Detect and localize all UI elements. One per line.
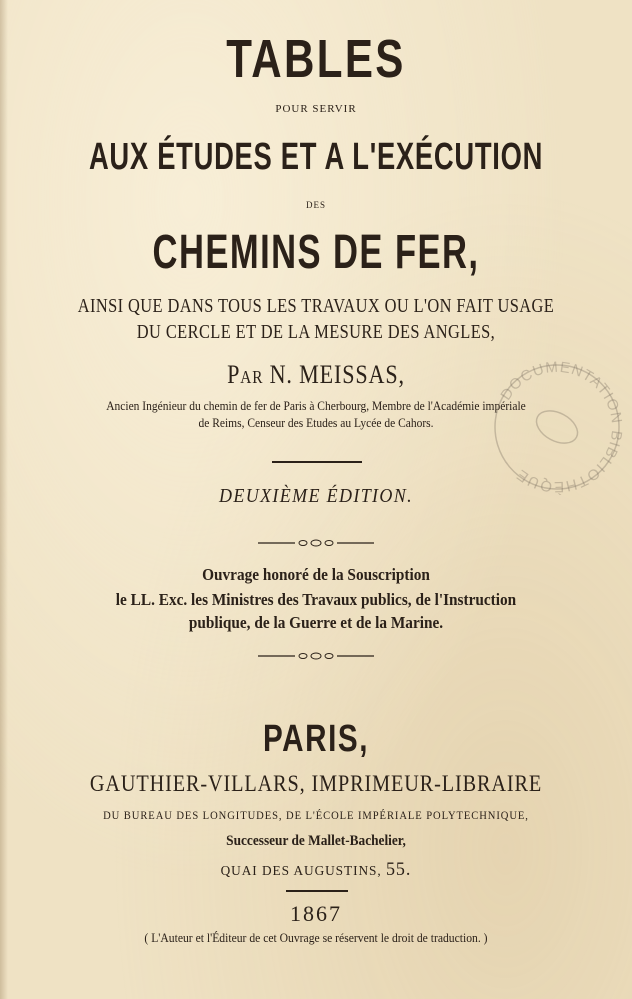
ornament-divider-1 xyxy=(0,538,632,548)
ornament-divider-2 xyxy=(0,651,632,661)
par-word: Par xyxy=(227,360,264,389)
souscription-line-1: Ouvrage honoré de la Souscription xyxy=(202,565,430,584)
publisher-successeur: Successeur de Mallet-Bachelier, xyxy=(226,833,406,849)
author-credentials-1: Ancien Ingénieur du chemin de fer de Paris à Cherbourg, Membre de l'Académie impériale xyxy=(106,399,526,413)
author-line xyxy=(47,360,584,390)
des-word: DES xyxy=(305,200,326,210)
address-street: QUAI DES AUGUSTINS, xyxy=(220,864,382,879)
publisher-city: PARIS, xyxy=(263,718,369,760)
ainsi-line: AINSI QUE DANS TOUS LES TRAVAUX OU L'ON FAIT USAGE xyxy=(77,295,555,317)
subtitle: AUX ÉTUDES ET A L'EXÉCUTION xyxy=(88,136,544,178)
publisher-address xyxy=(16,859,616,881)
publisher-name: GAUTHIER-VILLARS, IMPRIMEUR-LIBRAIRE xyxy=(89,771,543,796)
souscription-line-3: publique, de la Guerre et de la Marine. xyxy=(188,613,444,632)
main-subject: CHEMINS DE FER, xyxy=(152,226,480,279)
divider-rule-1 xyxy=(272,461,362,463)
pour-servir: POUR SERVIR xyxy=(275,103,357,115)
author-credentials-2: de Reims, Censeur des Etudes au Lycée de Cahors. xyxy=(198,416,434,430)
book-title: TABLES xyxy=(226,29,406,89)
author-name: N. MEISSAS, xyxy=(269,360,405,389)
publisher-bureau: DU BUREAU DES LONGITUDES, DE L'ÉCOLE IMPÉRIALE POLYTECHNIQUE, xyxy=(103,810,529,822)
cercle-line: DU CERCLE ET DE LA MESURE DES ANGLES, xyxy=(136,321,496,343)
edition-line: DEUXIÈME ÉDITION. xyxy=(219,485,413,507)
publication-year: 1867 xyxy=(290,901,342,926)
rights-notice: ( L'Auteur et l'Éditeur de cet Ouvrage se réservent le droit de traduction. ) xyxy=(144,931,488,945)
souscription-line-2: le LL. Exc. les Ministres des Travaux publics, de l'Instruction xyxy=(115,590,517,609)
page-edge-shadow xyxy=(0,0,8,999)
address-number: 55. xyxy=(385,859,412,880)
stamp-text: DOCUMENTATION BIBLIOTHÈQUE xyxy=(497,358,626,496)
divider-rule-2 xyxy=(286,890,348,892)
